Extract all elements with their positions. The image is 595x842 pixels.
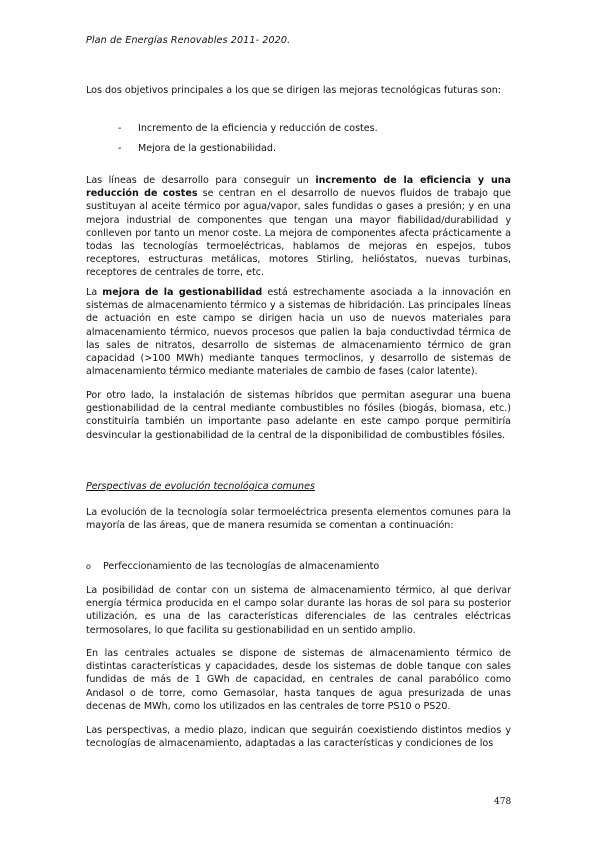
subsection-title: Perfeccionamiento de las tecnologías de almacenamiento (103, 561, 380, 572)
objective-item-2 (118, 142, 276, 155)
storage-paragraph-3: Las perspectivas, a medio plazo, indican que seguirán coexistiendo distintos medios y tecnologías de almacenamiento, adaptadas a las características y condiciones de los (86, 725, 511, 750)
circle-bullet: o (86, 562, 91, 571)
running-header: Plan de Energías Renovables 2011- 2020. (86, 35, 291, 46)
objective-text-1: Incremento de la eficiencia y reducción de costes. (138, 123, 378, 134)
hybrid-paragraph: Por otro lado, la instalación de sistemas híbridos que permitan asegurar una buena gestionabilidad de la central mediante combustibles no fósiles (biogás, biomasa, etc.) constituiría también un importante paso adelante en este campo porque permitiría desvincular la gestionabilidad de la central de la disponibilidad de combustibles fósiles. (86, 390, 511, 441)
management-lead: La (86, 287, 103, 298)
efficiency-paragraph (86, 174, 511, 280)
storage-paragraph-1: La posibilidad de contar con un sistema de almacenamiento térmico, al que derivar energía térmica producida en el campo solar durante las horas de sol para su posterior utilización, es una de las características diferenciales de las centrales eléctricas termosolares, lo que facilita su gestionabilidad en un sentido amplio. (86, 585, 511, 636)
dash-bullet: - (118, 123, 122, 134)
intro-paragraph: Los dos objetivos principales a los que se dirigen las mejoras tecnológicas futuras son: (86, 85, 501, 96)
objective-text-2: Mejora de la gestionabilidad. (138, 143, 276, 154)
efficiency-rest: se centran en el desarrollo de nuevos fluidos de trabajo que sustituyan al aceite térmico por agua/vapor, sales fundidas o gases a presión; y en una mejora industrial de componentes que tengan una mayor fiabilidad/durabilidad y conlleven por tanto un menor coste. La mejora de componentes afecta prácticamente a todas las tecnologías termoeléctricas, hablamos de mejoras en espejos, tubos receptores, estructuras metálicas, motores Stirling, helióstatos, nuevas turbinas, receptores de centrales de torre, etc. (86, 188, 511, 279)
page-number: 478 (494, 797, 512, 807)
efficiency-lead: Las líneas de desarrollo para conseguir un (86, 175, 316, 186)
management-bold: mejora de la gestionabilidad (102, 287, 263, 298)
dash-bullet: - (118, 143, 122, 154)
objective-item-1 (118, 122, 378, 135)
efficiency-bold: incremento de la eficiencia y una reducción de costes (86, 175, 511, 200)
subsection-heading (86, 560, 379, 573)
storage-paragraph-2: En las centrales actuales se dispone de sistemas de almacenamiento térmico de distintas características y capacidades, desde los sistemas de doble tanque con sales fundidas de más de 1 GWh de capacidad, en centrales de canal parabólico como Andasol o de torre, como Gemasolar, hasta tanques de agua presurizada de unas decenas de MWh, como los utilizados en las centrales de torre PS10 o PS20. (86, 648, 511, 712)
section-heading: Perspectivas de evolución tecnológica comunes (86, 481, 315, 492)
management-rest: está estrechamente asociada a la innovación en sistemas de almacenamiento térmico y a sistemas de hibridación. Las principales líneas de actuación en este campo se dirigen hacia un uso de nuevos materiales para almacenamiento térmico, nuevos procesos que palien la baja conductivdad térmica de las sales de nitratos, desarrollo de sistemas de almacenamiento térmico de gran capacidad (>100 MWh) mediante tanques termoclinos, y desarrollo de sistemas de almacenamiento térmico mediante materiales de cambio de fases (calor latente). (86, 287, 511, 378)
management-paragraph (86, 286, 511, 378)
section-intro-paragraph: La evolución de la tecnología solar termoeléctrica presenta elementos comunes para la mayoría de las áreas, que de manera resumida se comentan a continuación: (86, 507, 511, 532)
